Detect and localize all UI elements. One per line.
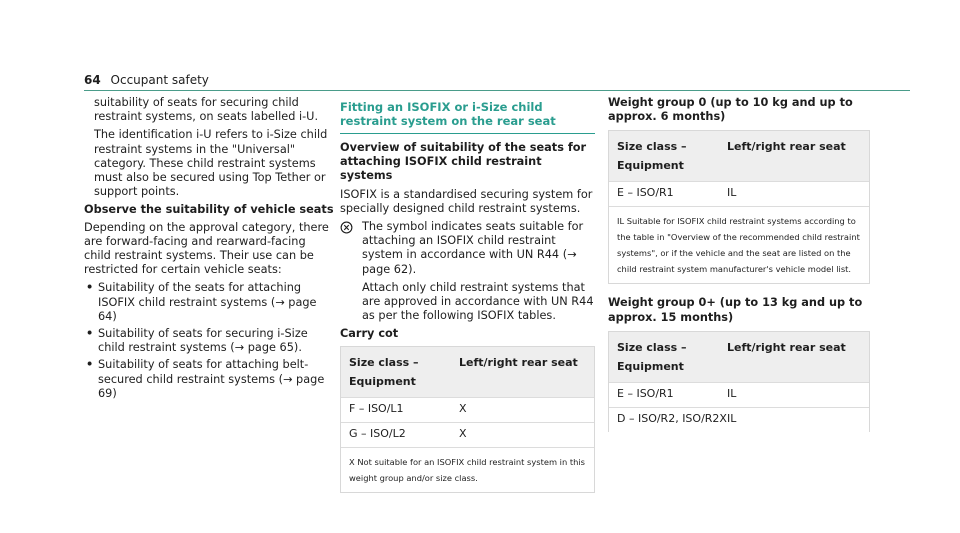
identification-paragraph: The identification i-U refers to i-Size child restraint systems in the "Universal" category. These child restraint systems must also be secured using Top Tether or support points. <box>94 128 328 199</box>
weight-group-0-heading: Weight group 0 (up to 10 kg and up to approx. 6 months) <box>608 96 853 124</box>
list-item <box>84 281 334 324</box>
isofix-note <box>340 220 595 323</box>
table-cell: E – ISO/R1 <box>617 186 674 200</box>
overview-paragraph: ISOFIX is a standardised securing system for specially designed child restraint systems. <box>340 187 593 215</box>
section-heading-divider <box>340 133 595 134</box>
note-text-2: Attach only child restraint systems that are approved in accordance with UN R44 as per the following ISOFIX tables. <box>362 280 594 323</box>
list-item <box>84 327 334 355</box>
table-cell: G – ISO/L2 <box>349 426 406 440</box>
page-section-title: Occupant safety <box>110 73 209 87</box>
table-cell: X <box>459 426 467 440</box>
table-header <box>341 347 594 397</box>
carry-cot-heading: Carry cot <box>340 327 399 341</box>
overview-heading: Overview of suitability of the seats for attaching ISOFIX child restraint systems <box>340 141 587 183</box>
table-footnote: X Not suitable for an ISOFIX child restraint system in this weight group and/or size class. <box>341 447 594 492</box>
size-class-header: Size class – <box>617 340 687 354</box>
seat-header: Left/right rear seat <box>459 355 578 369</box>
table-cell: IL <box>727 186 737 200</box>
table-row <box>609 407 869 432</box>
right-column <box>608 96 870 432</box>
table-cell: IL <box>727 411 737 425</box>
table-row <box>341 422 594 447</box>
observe-heading: Observe the suitability of vehicle seats <box>84 203 334 217</box>
weight-group-0plus-table <box>608 331 870 432</box>
section-heading: Fitting an ISOFIX or i-Size child restraint system on the rear seat <box>340 100 556 128</box>
table-row <box>341 397 594 422</box>
equipment-header: Equipment <box>349 374 416 388</box>
weight-group-0plus-heading: Weight group 0+ (up to 13 kg and up to approx. 15 months) <box>608 296 863 324</box>
table-cell: IL <box>727 386 737 400</box>
list-item <box>84 358 334 401</box>
seat-header: Left/right rear seat <box>727 340 846 354</box>
table-cell: F – ISO/L1 <box>349 401 404 415</box>
bullet-icon: • <box>86 358 94 372</box>
table-footnote: IL Suitable for ISOFIX child restraint systems according to the table in "Overview of the recommended child restraint systems", or if the vehicle and the seat are listed on the child restraint system manufacturer's vehicle model list. <box>609 206 869 283</box>
observe-paragraph: Depending on the approval category, there are forward-facing and rearward-facing child restraint systems. Their use can be restricted for certain vehicle seats: <box>84 220 329 277</box>
table-row <box>609 382 869 407</box>
table-header <box>609 332 869 382</box>
page-number: 64 <box>84 73 101 87</box>
table-cell: E – ISO/R1 <box>617 386 674 400</box>
list-item-text: Suitability of seats for securing i-Size child restraint systems (→ page 65). <box>98 327 308 355</box>
table-cell: X <box>459 401 467 415</box>
table-row <box>609 181 869 206</box>
left-column <box>84 96 334 404</box>
size-class-header: Size class – <box>349 355 419 369</box>
seat-header: Left/right rear seat <box>727 140 846 154</box>
weight-group-0-table <box>608 130 870 284</box>
table-header <box>609 131 869 181</box>
note-text: The symbol indicates seats suitable for attaching an ISOFIX child restraint system in accordance with UN R44 (→ page 62). <box>362 220 584 276</box>
intro-paragraph: suitability of seats for securing child restraint systems, on seats labelled i-U. <box>94 96 319 124</box>
suitability-list <box>84 281 334 401</box>
isofix-symbol-icon <box>340 221 353 234</box>
page-header <box>84 73 209 87</box>
list-item-text: Suitability of seats for attaching belt-secured child restraint systems (→ page 69) <box>98 358 325 400</box>
equipment-header: Equipment <box>617 359 684 373</box>
bullet-icon: • <box>86 327 94 341</box>
size-class-header: Size class – <box>617 140 687 154</box>
bullet-icon: • <box>86 281 94 295</box>
header-divider <box>84 90 910 91</box>
carry-cot-table <box>340 346 595 493</box>
table-cell: D – ISO/R2, ISO/R2X <box>617 411 727 425</box>
list-item-text: Suitability of the seats for attaching ISOFIX child restraint systems (→ page 64) <box>98 281 317 323</box>
equipment-header: Equipment <box>617 159 684 173</box>
middle-column <box>340 96 595 493</box>
